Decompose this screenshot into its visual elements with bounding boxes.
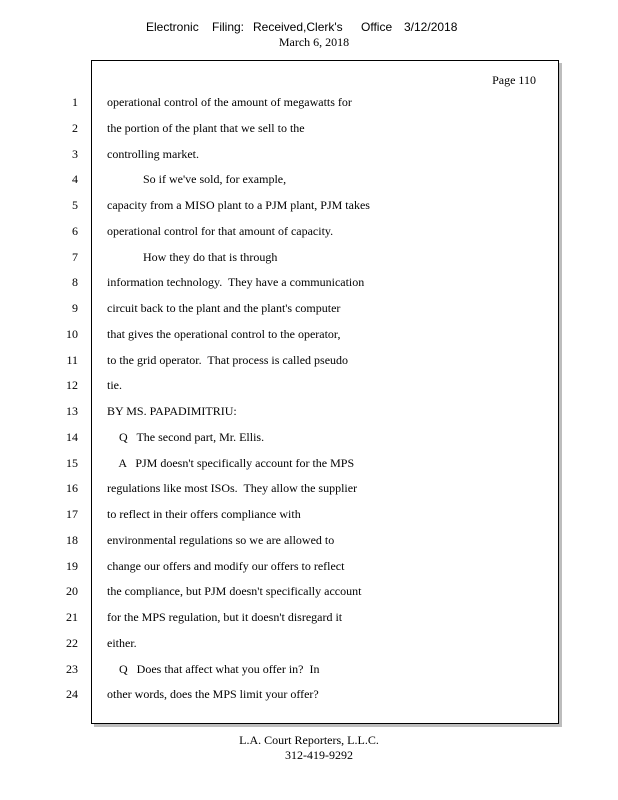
filing-date: 3/12/2018 (404, 20, 458, 34)
line-text: that gives the operational control to the operator, (107, 327, 341, 341)
line-number: 4 (72, 172, 78, 186)
transcript-date: March 6, 2018 (278, 35, 350, 49)
line-number: 2 (72, 121, 78, 135)
line-number: 1 (72, 95, 78, 109)
line-text: tie. (107, 378, 122, 392)
line-text: circuit back to the plant and the plant's computer (107, 301, 341, 315)
line-text: BY MS. PAPADIMITRIU: (107, 404, 237, 418)
line-text: How they do that is through (107, 250, 278, 264)
line-number: 21 (66, 610, 78, 624)
line-number: 9 (72, 301, 78, 315)
line-number: 17 (66, 507, 78, 521)
line-number: 11 (66, 353, 78, 367)
line-number: 13 (66, 404, 78, 418)
line-number: 22 (66, 636, 78, 650)
line-text: operational control for that amount of capacity. (107, 224, 334, 238)
line-number: 15 (66, 456, 78, 470)
line-text: controlling market. (107, 147, 199, 161)
filing-office: Office (361, 20, 393, 34)
filing-filing: Filing: (212, 20, 245, 34)
line-text: information technology. They have a communication (107, 275, 365, 289)
line-number: 18 (66, 533, 78, 547)
line-number: 14 (66, 430, 78, 444)
line-text: for the MPS regulation, but it doesn't disregard it (107, 610, 343, 624)
line-text: A PJM doesn't specifically account for the MPS (107, 456, 355, 470)
line-text: Q Does that affect what you offer in? In (107, 662, 320, 676)
line-number: 6 (72, 224, 78, 238)
filing-electronic: Electronic (146, 20, 199, 34)
line-number: 10 (66, 327, 78, 341)
line-number: 5 (72, 198, 78, 212)
line-number: 20 (66, 584, 78, 598)
line-number: 24 (66, 687, 78, 701)
line-number: 7 (72, 250, 78, 264)
line-text: capacity from a MISO plant to a PJM plant, PJM takes (107, 198, 370, 212)
line-text: to the grid operator. That process is called pseudo (107, 353, 349, 367)
filing-received: Received,Clerk's (253, 20, 343, 34)
line-number: 3 (72, 147, 78, 161)
line-text: other words, does the MPS limit your offer? (107, 687, 319, 701)
line-text: Q The second part, Mr. Ellis. (107, 430, 265, 444)
line-text: So if we've sold, for example, (107, 172, 287, 186)
page-number: Page 110 (492, 73, 536, 87)
line-text: to reflect in their offers compliance with (107, 507, 301, 521)
line-text: the compliance, but PJM doesn't specifically account (107, 584, 362, 598)
line-text: operational control of the amount of megawatts for (107, 95, 352, 109)
line-text: either. (107, 636, 137, 650)
line-number: 16 (66, 481, 78, 495)
footer-phone: 312-419-9292 (285, 748, 353, 762)
filing-stamp-header (0, 20, 618, 36)
line-number: 19 (66, 559, 78, 573)
line-number: 8 (72, 275, 78, 289)
line-text: regulations like most ISOs. They allow the supplier (107, 481, 358, 495)
line-number: 23 (66, 662, 78, 676)
footer-company: L.A. Court Reporters, L.L.C. (239, 733, 379, 747)
line-number: 12 (66, 378, 78, 392)
line-text: the portion of the plant that we sell to the (107, 121, 305, 135)
line-text: environmental regulations so we are allowed to (107, 533, 335, 547)
line-text: change our offers and modify our offers to reflect (107, 559, 345, 573)
